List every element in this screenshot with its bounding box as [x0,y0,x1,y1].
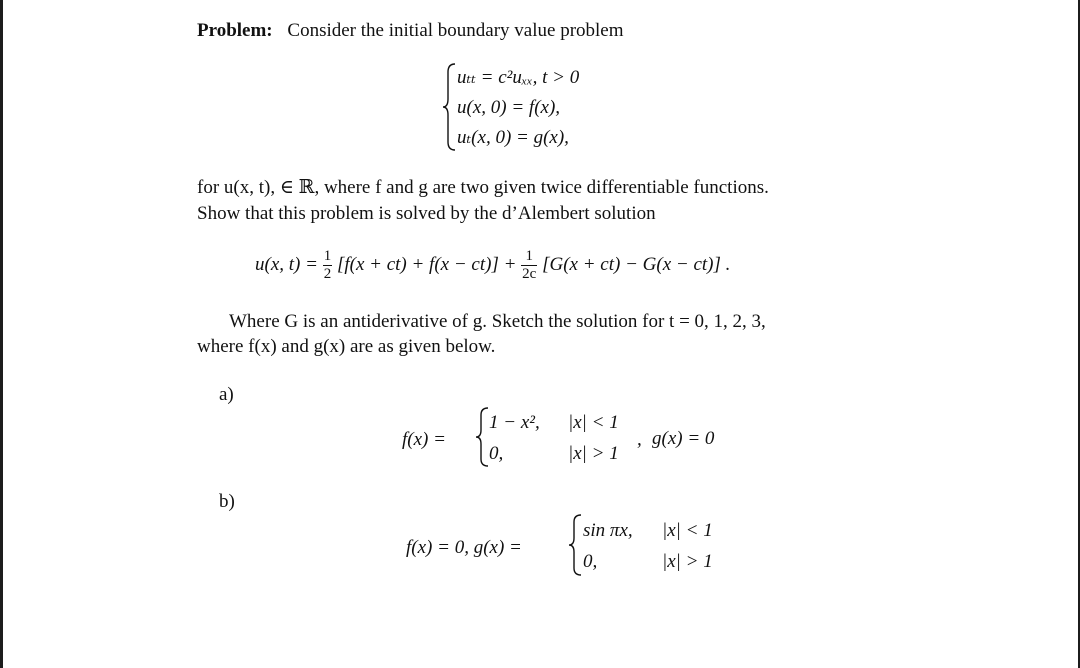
frac2-numerator: 1 [525,248,533,265]
problem-intro: Consider the initial boundary value problem [287,20,624,41]
frac2-denominator: 2c [522,266,537,283]
formula-term-2: [G(x + ct) − G(x − ct)] . [542,254,731,275]
body-line-3: Where G is an antiderivative of g. Sketch the solution for t = 0, 1, 2, 3, [229,311,766,332]
part-a-case1-cond: |x| < 1 [568,412,619,433]
system-eq-3: uₜ(x, 0) = g(x), [457,127,569,148]
problem-label: Problem: [197,20,273,41]
body-line-1: for u(x, t), ∈ ℝ, where f and g are two given twice differentiable functions. [197,177,769,198]
formula-lhs: u(x, t) = [255,254,318,275]
fraction-one-over-2c [521,248,537,283]
part-a-case2-expr: 0, [489,443,504,464]
body-line-4: where f(x) and g(x) are as given below. [197,336,496,357]
part-b-lhs: f(x) = 0, g(x) = [406,537,522,558]
problem-heading [197,19,624,43]
part-a-brace-icon [474,406,490,468]
part-b-case2-cond: |x| > 1 [662,551,713,572]
body-line-2: Show that this problem is solved by the d’Alembert solution [197,203,656,224]
formula-term-1: [f(x + ct) + f(x − ct)] + [336,254,517,275]
left-border [0,0,3,668]
part-b-case1-expr: sin πx, [583,520,633,541]
part-b-label: b) [219,491,235,512]
part-a-separator: , [637,429,642,450]
system-eq-2: u(x, 0) = f(x), [457,97,561,118]
part-b-case2-expr: 0, [583,551,598,572]
part-a-label: a) [219,384,234,405]
part-a-g-definition: g(x) = 0 [652,428,715,449]
fraction-one-half [323,248,333,283]
dalembert-formula [255,246,730,284]
part-b-brace-icon [567,513,583,577]
system-brace-icon [441,62,457,152]
part-a-case2-cond: |x| > 1 [568,443,619,464]
system-eq-1: uₜₜ = c²uₓₓ, t > 0 [457,67,580,88]
part-b-case1-cond: |x| < 1 [662,520,713,541]
frac1-denominator: 2 [323,266,332,283]
part-a-case1-expr: 1 − x², [489,412,540,433]
part-a-lhs: f(x) = [402,429,446,450]
frac1-numerator: 1 [323,248,332,265]
